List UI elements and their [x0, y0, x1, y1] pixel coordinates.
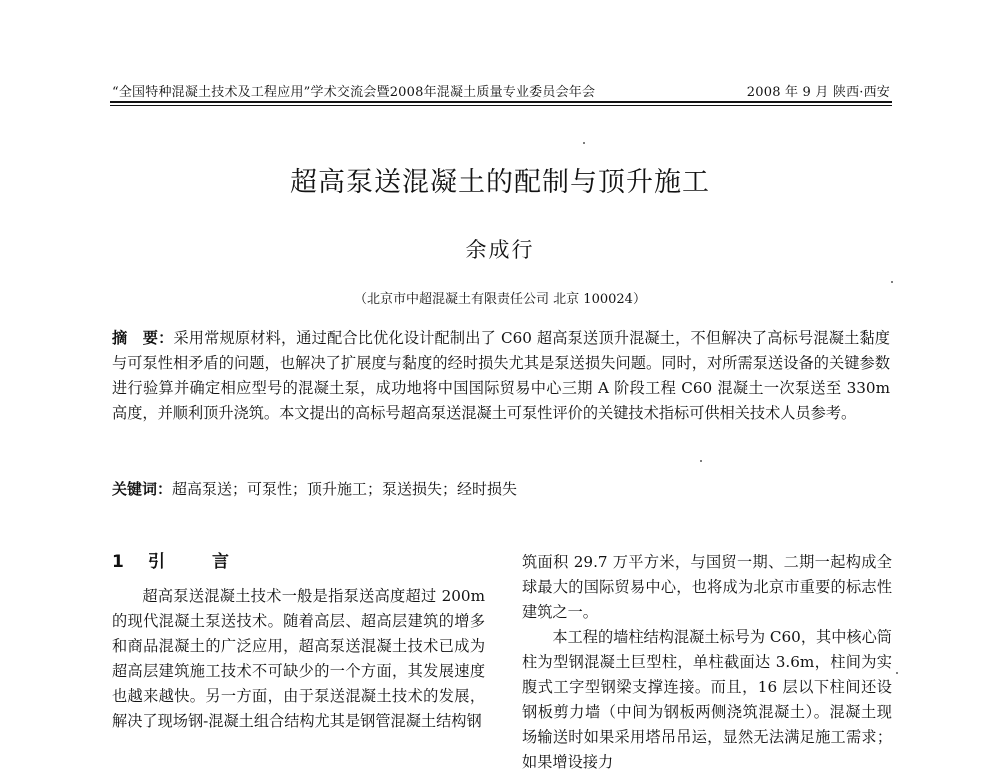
- author-name: 余成行: [465, 238, 535, 262]
- conference-name: “全国特种混凝土技术及工程应用”学术交流会暨2008年混凝土质量专业委员会年会: [112, 85, 596, 100]
- keywords: [112, 477, 890, 502]
- intro-paragraph-1: 超高泵送混凝土技术一般是指泵送高度超过 200m 的现代混凝土泵送技术。随着高层、超高层建筑的增多和商品混凝土的广泛应用，超高泵送混凝土技术已成为超高层建筑施工技术不可缺少的一个方面，其发展速度也越来越快。另一方面，由于泵送混凝土技术的发展，解决了现场钢-混凝土组合结构尤其是钢管混凝土结构钢: [112, 587, 485, 730]
- scan-speck: [583, 142, 585, 144]
- abstract-label: 摘 要：: [112, 329, 174, 347]
- paper-title: 超高泵送混凝土的配制与顶升施工: [290, 167, 710, 198]
- header-rule-thick: [110, 101, 892, 103]
- abstract-text: 采用常规原材料，通过配合比优化设计配制出了 C60 超高泵送顶升混凝土，不但解决了高标号混凝土黏度与可泵性相矛盾的问题，也解决了扩展度与黏度的经时损失尤其是泵送损失问题。同时，对所需泵送设备的关键参数进行验算并确定相应型号的混凝土泵，成功地将中国国际贸易中心三期 A 阶段工程 C60 混凝土一次泵送至 330m 高度，并顺利顶升浇筑。本文提出的高标号超高泵送混凝土可泵性评价的关键技术指标可供相关技术人员参考。: [112, 329, 890, 422]
- running-header: [112, 81, 890, 100]
- right-paragraph-continued: 筑面积 29.7 万平方米，与国贸一期、二期一起构成全球最大的国际贸易中心，也将成为北京市重要的标志性建筑之一。: [522, 553, 892, 621]
- keywords-label: 关键词：: [112, 480, 173, 498]
- right-column: [522, 550, 892, 775]
- section-heading: [112, 550, 485, 584]
- header-rule-thin: [110, 105, 892, 106]
- section-title-part2: 言: [212, 552, 229, 572]
- scan-speck: [896, 672, 898, 674]
- conference-date-location: 2008 年 9 月 陕西·西安: [746, 85, 890, 100]
- right-paragraph-2: 本工程的墙柱结构混凝土标号为 C60，其中核心筒柱为型钢混凝土巨型柱，单柱截面达 3.6m，柱间为实腹式工字型钢梁支撑连接。而且，16 层以下柱间还设钢板剪力墙（中间为钢板两侧浇筑混凝土）。混凝土现场输送时如果采用塔吊吊运，显然无法满足施工需求；如果增设接力: [522, 628, 892, 771]
- section-number: 1: [112, 552, 124, 572]
- abstract: [112, 326, 890, 426]
- left-column: [112, 550, 485, 734]
- section-title-part1: 引: [148, 552, 165, 572]
- author-affiliation: （北京市中超混凝土有限责任公司 北京 100024）: [354, 292, 646, 307]
- keywords-text: 超高泵送；可泵性；顶升施工；泵送损失；经时损失: [172, 480, 518, 498]
- scan-speck: [700, 460, 702, 462]
- scan-speck: [891, 281, 893, 283]
